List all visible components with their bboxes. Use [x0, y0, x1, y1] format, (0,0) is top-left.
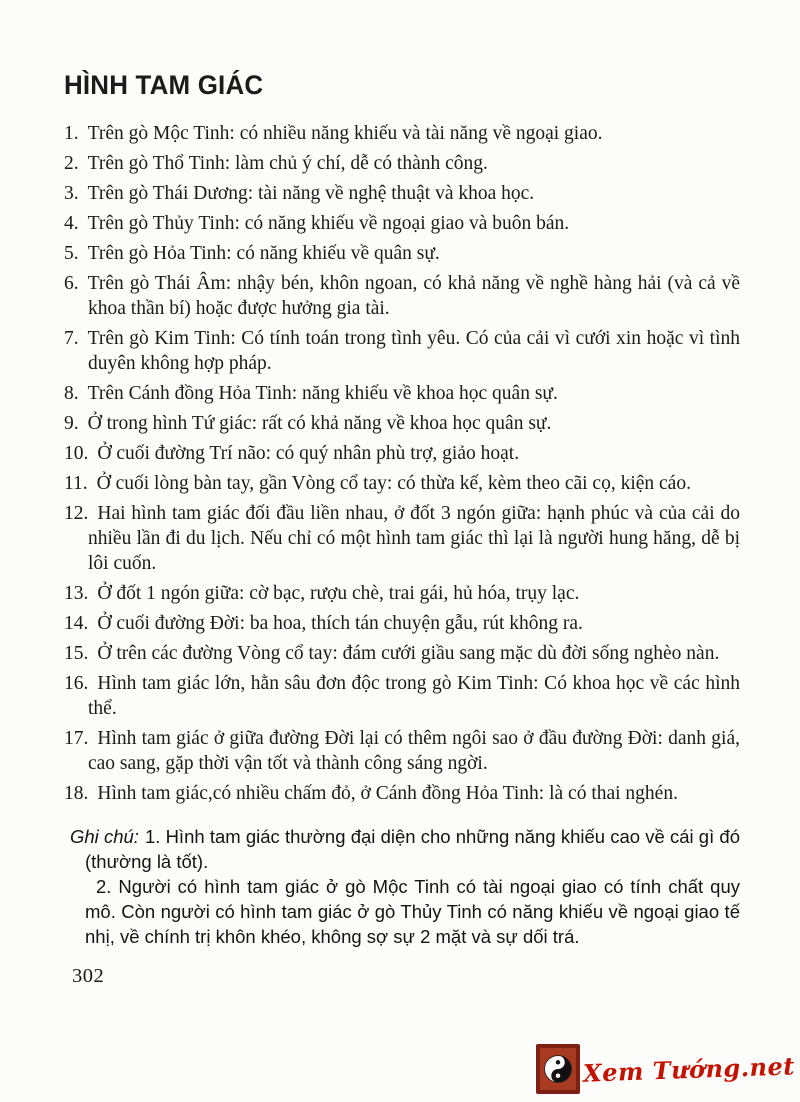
list-item-number: 14. [64, 613, 89, 634]
list-item-number: 3. [64, 183, 79, 204]
list-item-text: Ở cuối lòng bàn tay, gần Vòng cổ tay: có thừa kế, kèm theo cãi cọ, kiện cáo. [96, 473, 691, 494]
list-item-text: Ở trong hình Tứ giác: rất có khả năng về khoa học quân sự. [87, 413, 552, 434]
list-item-text: Hình tam giác lớn, hằn sâu đơn độc trong gò Kim Tinh: Có khoa học về các hình thể. [88, 673, 740, 719]
list-item-number: 4. [64, 213, 79, 234]
list-item [64, 211, 740, 236]
list-item-text: Hình tam giác ở giữa đường Đời lại có thêm ngôi sao ở đầu đường Đời: danh giá, cao sang, gặp thời vận tốt và thành công sáng ngời. [88, 728, 740, 774]
list-item-number: 15. [64, 643, 89, 664]
list-item [64, 381, 740, 406]
list-item-number: 10. [64, 443, 89, 464]
list-item-text: Trên gò Hỏa Tinh: có năng khiếu về quân sự. [87, 243, 440, 264]
note-label: Ghi chú: [70, 826, 139, 847]
list-item [64, 501, 740, 576]
list-item-text: Trên gò Thái Âm: nhậy bén, khôn ngoan, có khả năng về nghề hàng hải (và cả về khoa thần bí) hoặc được hưởng gia tài. [87, 273, 740, 319]
list-item-number: 8. [64, 383, 79, 404]
list-item-number: 2. [64, 153, 79, 174]
list-item [64, 151, 740, 176]
page-footer [64, 965, 740, 988]
list-item-text: Ở cuối đường Trí não: có quý nhân phù trợ, giảo hoạt. [97, 443, 520, 464]
list-item-text: Hình tam giác,có nhiều chấm đỏ, ở Cánh đồng Hỏa Tinh: là có thai nghén. [97, 783, 678, 804]
list-item-number: 11. [64, 473, 88, 494]
note-2-text: 2. Người có hình tam giác ở gò Mộc Tinh có tài ngoại giao có tính chất quy mô. Còn người có hình tam giác ở gò Thủy Tinh có năng khiếu về ngoại giao tế nhị, về chính trị khôn khéo, không sợ sự 2 mặt và sự dối trá. [85, 876, 740, 947]
list-item-number: 9. [64, 413, 79, 434]
list-item-text: Trên Cánh đồng Hỏa Tinh: năng khiếu về khoa học quân sự. [87, 383, 558, 404]
list-item-text: Hai hình tam giác đối đầu liền nhau, ở đốt 3 ngón giữa: hạnh phúc và của cải do nhiều lần đi du lịch. Nếu chỉ có một hình tam giác thì lại là người hung hăng, dễ bị lôi cuốn. [88, 503, 740, 574]
list-item-text: Ở đốt 1 ngón giữa: cờ bạc, rượu chè, trai gái, hủ hóa, trụy lạc. [97, 583, 580, 604]
note-1 [64, 824, 740, 874]
list-item [64, 271, 740, 321]
list-item-text: Trên gò Mộc Tinh: có nhiều năng khiếu và tài năng về ngoại giao. [87, 123, 603, 144]
notes-section [64, 824, 740, 949]
list-item [64, 121, 740, 146]
yin-yang-icon [536, 1044, 580, 1094]
list-item-number: 18. [64, 783, 89, 804]
list-item [64, 241, 740, 266]
list-item [64, 781, 740, 806]
list-item [64, 471, 740, 496]
list-item-number: 17. [64, 728, 89, 749]
list-item-text: Ở trên các đường Vòng cổ tay: đám cưới giầu sang mặc dù đời sống nghèo nàn. [97, 643, 720, 664]
list-item [64, 671, 740, 721]
list-item-number: 1. [64, 123, 79, 144]
list-item [64, 581, 740, 606]
watermark-logo [536, 1044, 795, 1094]
list-item [64, 181, 740, 206]
list-item [64, 726, 740, 776]
list-item-text: Trên gò Thái Dương: tài năng về nghệ thuật và khoa học. [87, 183, 535, 204]
list-item-number: 12. [64, 503, 89, 524]
watermark-text: Xem Tướng.net [582, 1050, 796, 1088]
page-number: 302 [72, 965, 105, 987]
list-item-number: 5. [64, 243, 79, 264]
list-item-number: 7. [64, 328, 79, 349]
note-1-text: 1. Hình tam giác thường đại diện cho những năng khiếu cao về cái gì đó (thường là tốt). [85, 826, 740, 872]
list-item [64, 411, 740, 436]
list-item-number: 16. [64, 673, 89, 694]
list-item [64, 611, 740, 636]
list-item-text: Trên gò Thổ Tinh: làm chủ ý chí, dễ có thành công. [87, 153, 488, 174]
list-item [64, 441, 740, 466]
list-item-text: Trên gò Thủy Tinh: có năng khiếu về ngoại giao và buôn bán. [87, 213, 570, 234]
page-title: HÌNH TAM GIÁC [64, 70, 264, 100]
triangle-meanings-list [64, 121, 740, 806]
list-item-number: 13. [64, 583, 89, 604]
list-item [64, 326, 740, 376]
list-item-number: 6. [64, 273, 79, 294]
note-2 [64, 874, 740, 949]
list-item-text: Trên gò Kim Tinh: Có tính toán trong tình yêu. Có của cải vì cưới xin hoặc vì tình duyên không hợp pháp. [87, 328, 740, 374]
list-item [64, 641, 740, 666]
list-item-text: Ở cuối đường Đời: ba hoa, thích tán chuyện gẫu, rút không ra. [97, 613, 583, 634]
